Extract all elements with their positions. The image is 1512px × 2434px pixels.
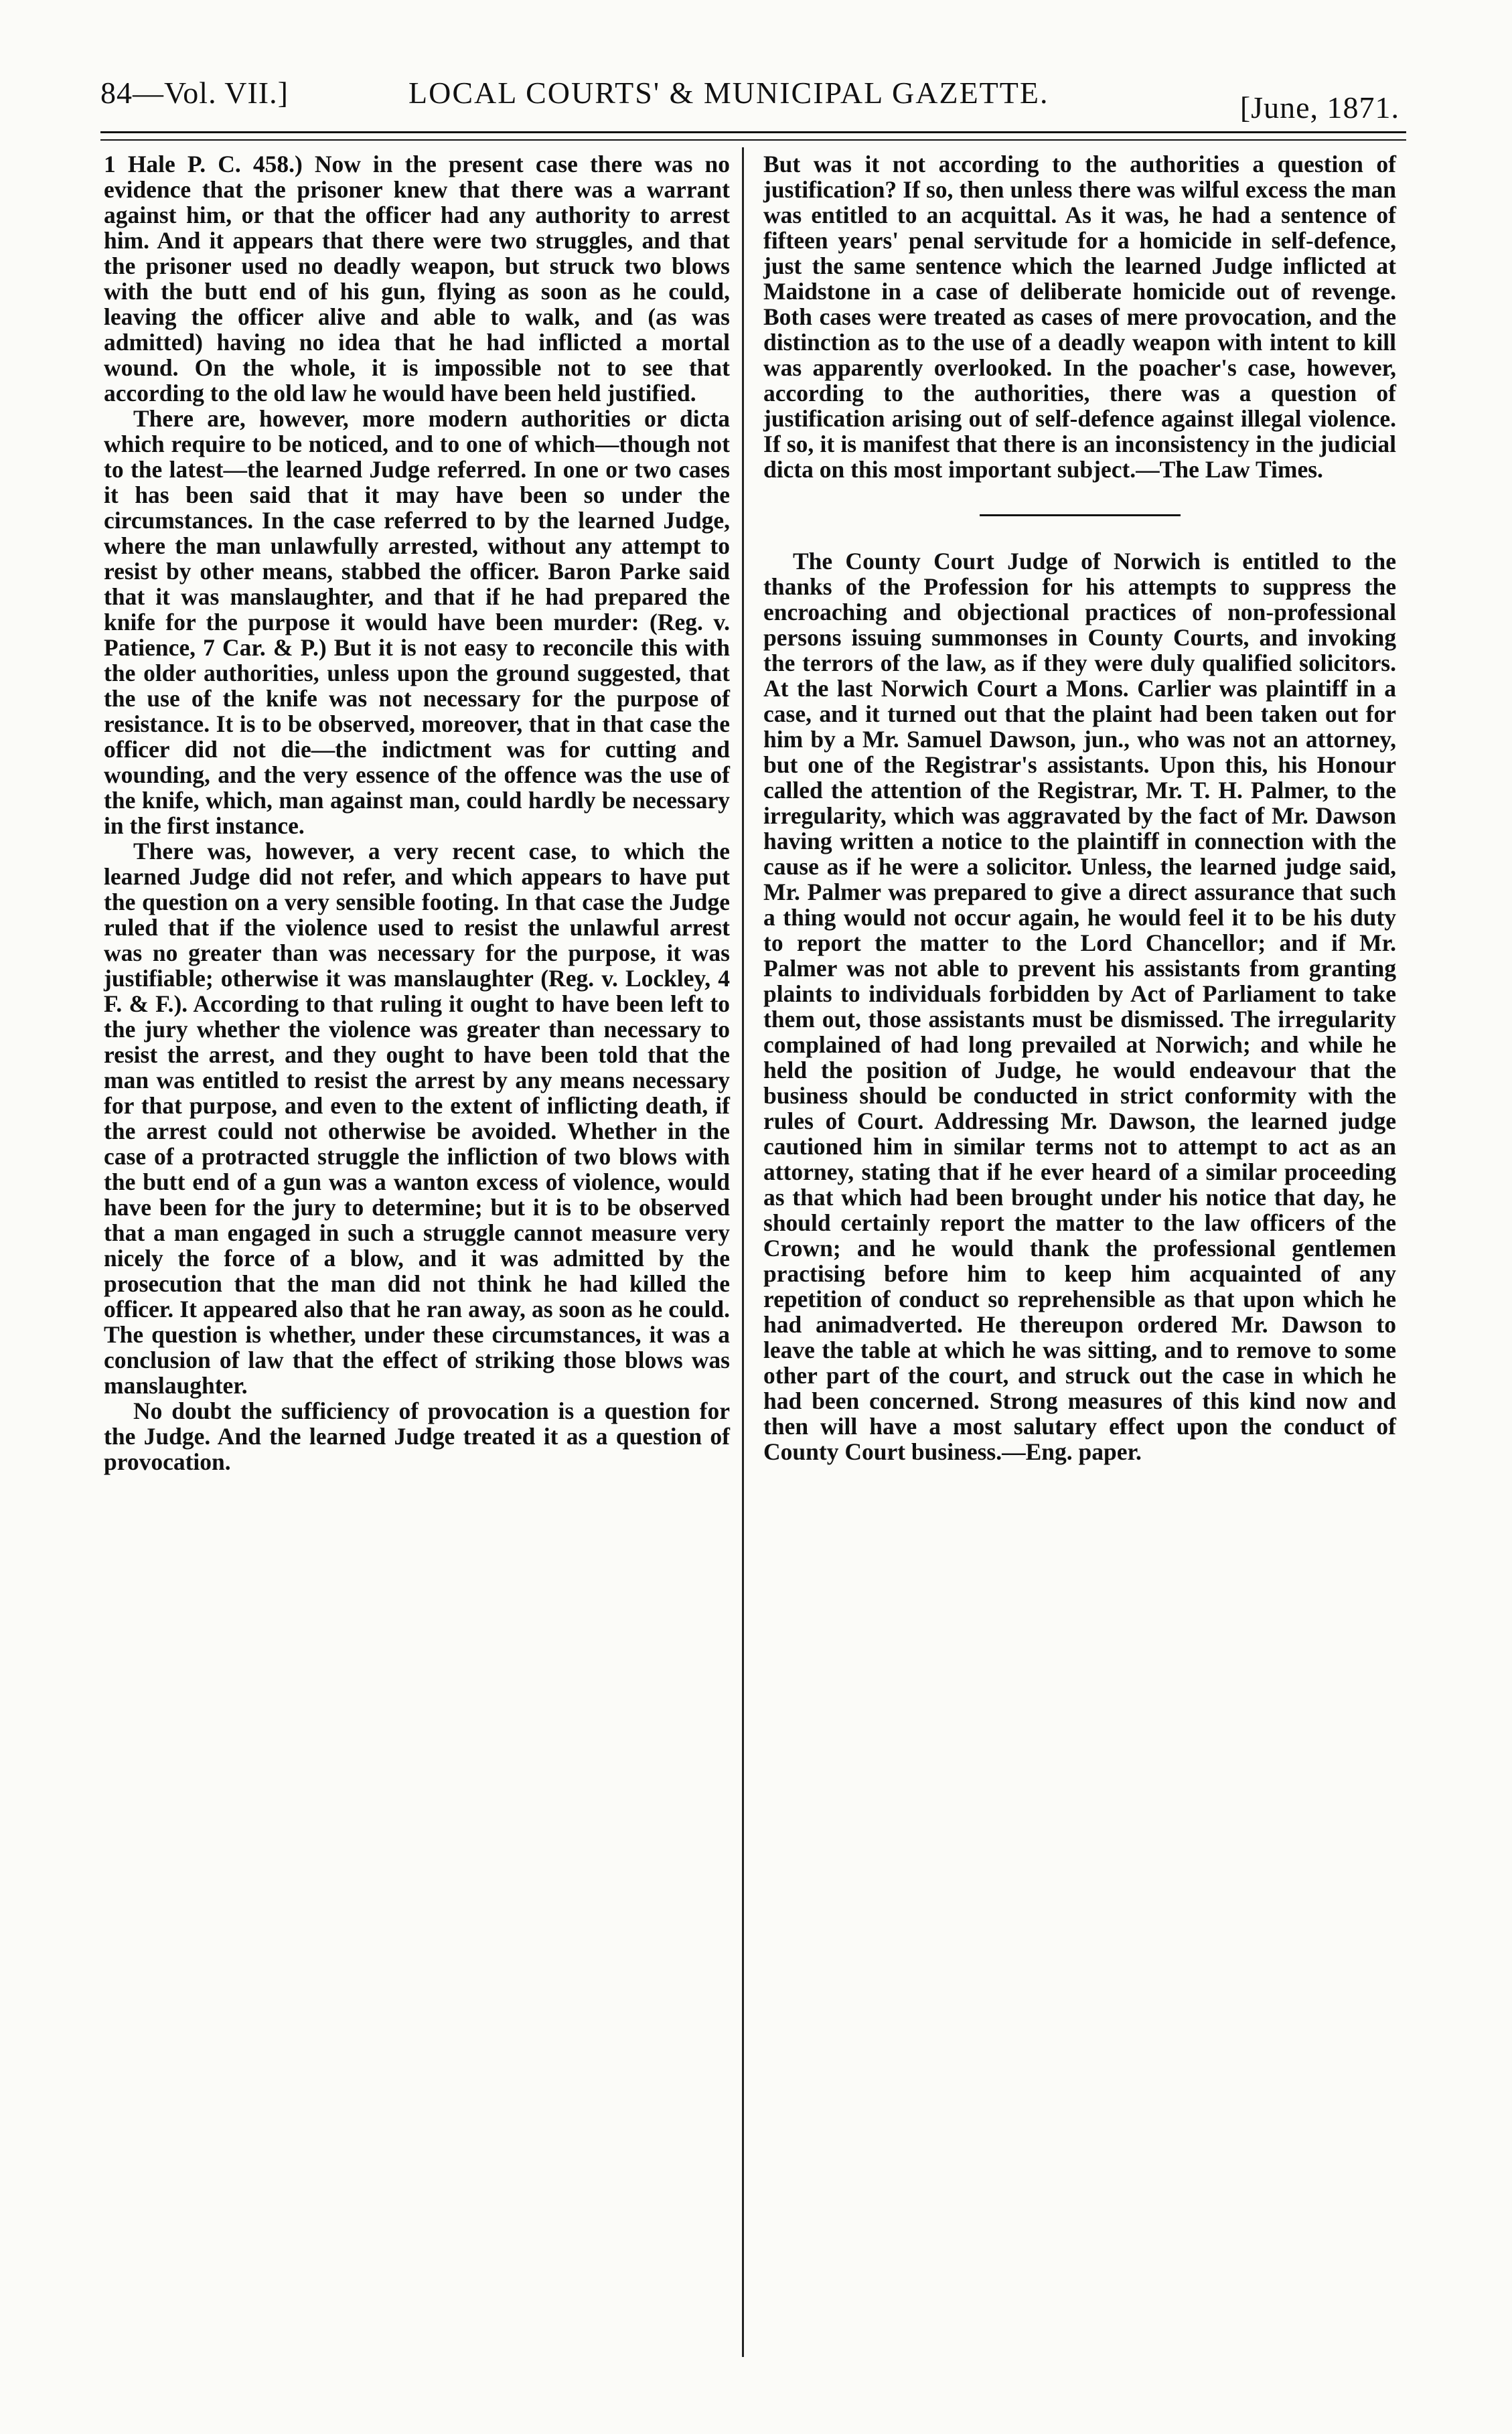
left-paragraph-3: There was, however, a very recent case, to which the learned Judge did not refer, and which appears to have put the question on a very sensible footing. In that case the Judge ruled that if the violence used to resist the unlawful arrest was no greater than was necessary for the purpose, it was justifiable; otherwise it was manslaughter (Reg. v. Lockley, 4 F. & F.). According to that ruling it ought to have been left to the jury whether the violence was greater than necessary to resist the arrest, and they ought to have been told that the man was entitled to resist the arrest by any means necessary for that purpose, and even to the extent of inflicting death, if the arrest could not otherwise be avoided. Whether in the case of a protracted struggle the infliction of two blows with the butt end of a gun was a wanton excess of violence, would have been for the jury to determine; but it is to be observed that a man engaged in such a struggle cannot measure very nicely the force of a blow, and it was admitted by the prosecution that the man did not think he had killed the officer. It appeared also that he ran away, as soon as he could. The question is whether, under these circumstances, it was a conclusion of law that the effect of striking those blows was manslaughter. <box>104 838 730 1399</box>
right-column <box>763 151 1396 1464</box>
column-divider <box>742 147 744 2357</box>
left-column <box>104 151 730 1474</box>
issue-date: [June, 1871. <box>1239 90 1400 125</box>
section-separator <box>980 514 1181 516</box>
volume-page-number: 84—Vol. VII.] <box>100 76 289 110</box>
right-paragraph-2: The County Court Judge of Norwich is entitled to the thanks of the Profession for his attempts to suppress the encroaching and objectional practices of non-professional persons issuing summonses in County Courts, and invoking the terrors of the law, as if they were duly qualified solicitors. At the last Norwich Court a Mons. Carlier was plaintiff in a case, and it turned out that the plaint had been taken out for him by a Mr. Samuel Dawson, jun., who was not an attorney, but one of the Registrar's assistants. Upon this, his Honour called the attention of the Registrar, Mr. T. H. Palmer, to the irregularity, which was aggravated by the fact of Mr. Dawson having written a notice to the plaintiff in connection with the cause as if he were a solicitor. Unless, the learned judge said, Mr. Palmer was prepared to give a direct assurance that such a thing would not occur again, he would feel it to be his duty to report the matter to the Lord Chancellor; and if Mr. Palmer was not able to prevent his assistants from granting plaints to individuals forbidden by Act of Parliament to take them out, those assistants must be dismissed. The irregularity complained of had long prevailed at Norwich; and while he held the position of Judge, he would endeavour that the business should be conducted in strict conformity with the rules of Court. Addressing Mr. Dawson, the learned judge cautioned him in similar terms not to attempt to act as an attorney, stating that if he ever heard of a similar proceeding as that which had been brought under his notice that day, he should certainly report the matter to the law officers of the Crown; and he would thank the professional gentlemen practising before him to keep him acquainted of any repetition of conduct so reprehensible as that upon which he had animadverted. He thereupon ordered Mr. Dawson to leave the table at which he was sitting, and to remove to some other part of the court, and struck out the case in which he had been concerned. Strong measures of this kind now and then will have a most salutary effect upon the conduct of County Court business.—Eng. paper. <box>763 548 1396 1465</box>
publication-title: LOCAL COURTS' & MUNICIPAL GAZETTE. <box>408 76 1049 110</box>
right-paragraph-1: But was it not according to the authorities a question of justification? If so, then unless there was wilful excess the man was entitled to an acquittal. As it was, he had a sentence of fifteen years' penal servitude for a homicide in self-defence, just the same sentence which the learned Judge inflicted at Maidstone in a case of deliberate homicide out of revenge. Both cases were treated as cases of mere provocation, and the distinction as to the use of a deadly weapon with intent to kill was apparently overlooked. In the poacher's case, however, according to the authorities, there was a question of justification arising out of self-defence against illegal violence. If so, it is manifest that there is an inconsistency in the judicial dicta on this most important subject.—The Law Times. <box>763 151 1396 483</box>
header-rule-thin <box>100 139 1406 141</box>
left-paragraph-4: No doubt the sufficiency of provocation is a question for the Judge. And the learned Judge treated it as a question of provocation. <box>104 1397 730 1475</box>
left-paragraph-2: There are, however, more modern authorities or dicta which require to be noticed, and to one of which—though not to the latest—the learned Judge referred. In one or two cases it has been said that it may have been so under the circumstances. In the case referred to by the learned Judge, where the man unlawfully arrested, without any attempt to resist by other means, stabbed the officer. Baron Parke said that it was manslaughter, and that if he had prepared the knife for the purpose it would have been murder: (Reg. v. Patience, 7 Car. & P.) But it is not easy to reconcile this with the older authorities, unless upon the ground suggested, that the use of the knife was not necessary for the purpose of resistance. It is to be observed, moreover, that in that case the officer did not die—the indictment was for cutting and wounding, and the very essence of the offence was the use of the knife, which, man against man, could hardly be necessary in the first instance. <box>104 405 730 839</box>
left-paragraph-1: 1 Hale P. C. 458.) Now in the present case there was no evidence that the prisoner knew that there was a warrant against him, or that the officer had any authority to arrest him. And it appears that there were two struggles, and that the prisoner used no deadly weapon, but struck two blows with the butt end of his gun, flying as soon as he could, leaving the officer alive and able to walk, and (as was admitted) having no idea that he had inflicted a mortal wound. On the whole, it is impossible not to see that according to the old law he would have been held justified. <box>104 151 730 406</box>
header-rule <box>100 131 1406 133</box>
page-header <box>100 75 1406 129</box>
